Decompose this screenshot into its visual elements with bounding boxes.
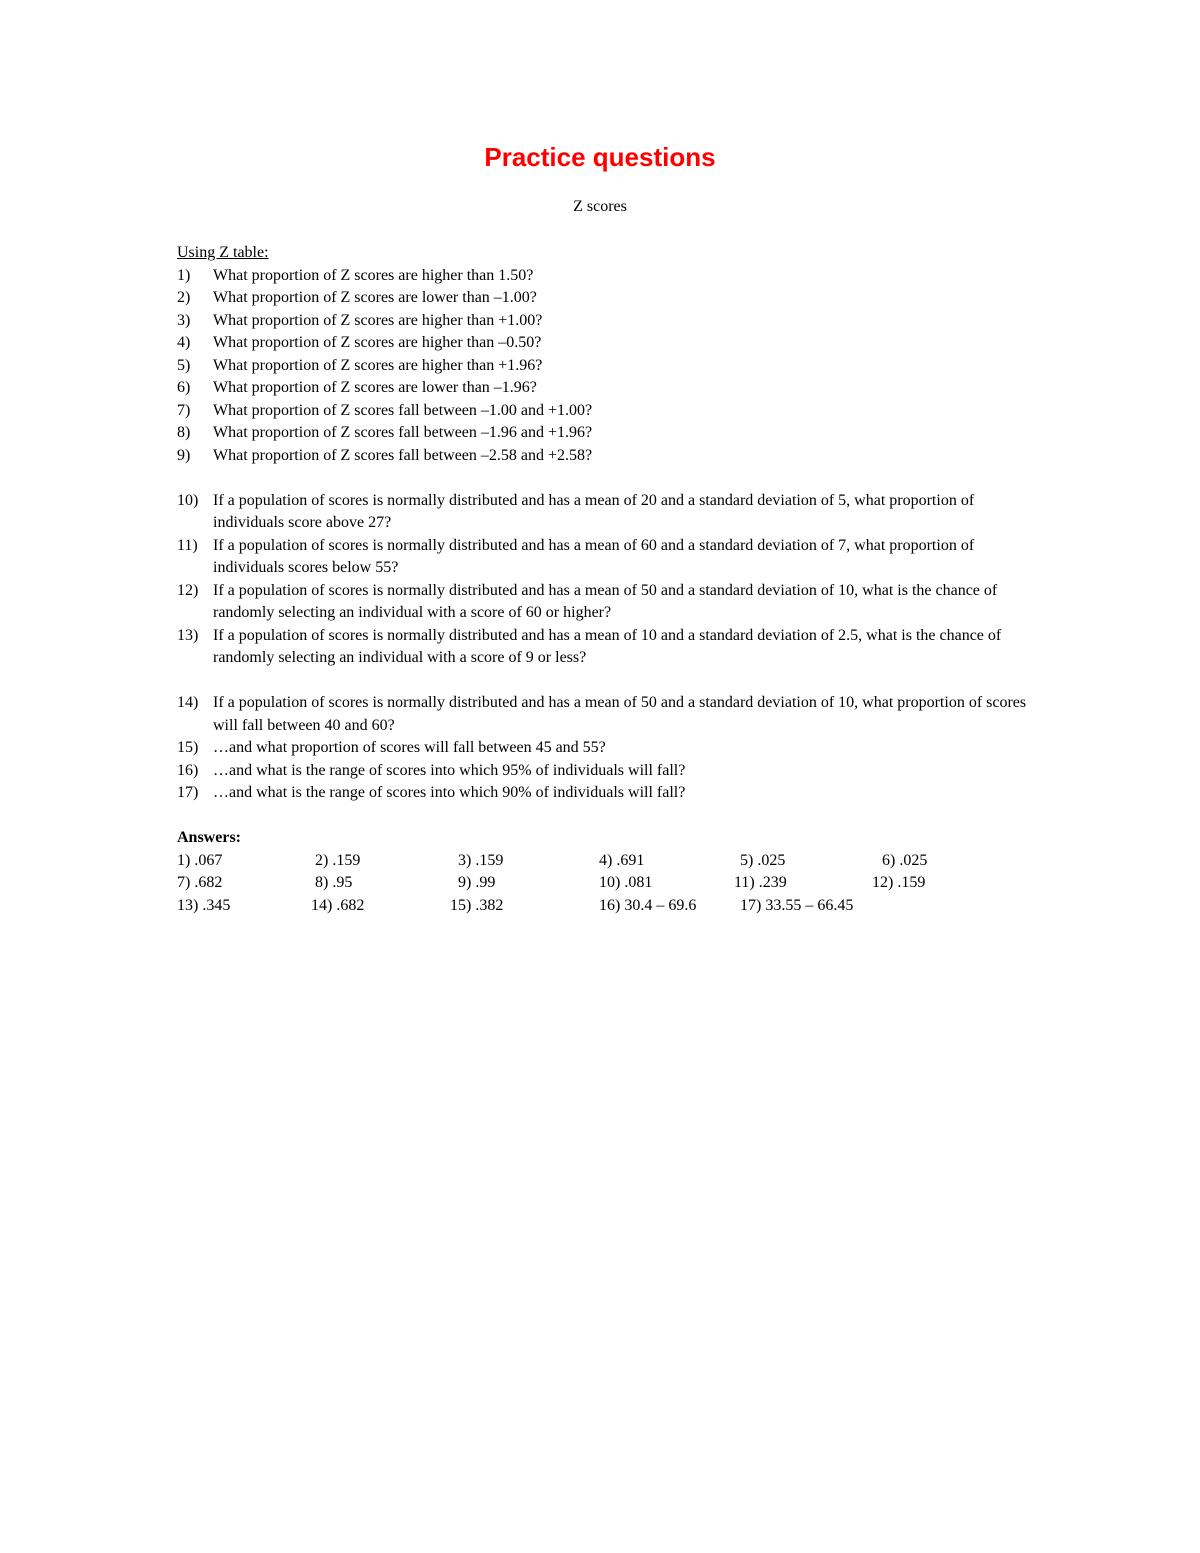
answers-row bbox=[177, 872, 1037, 895]
answer-item: 6) .025 bbox=[882, 851, 928, 869]
question-17 bbox=[177, 782, 1037, 805]
question-16 bbox=[177, 760, 1037, 783]
answer-item: 12) .159 bbox=[872, 874, 926, 891]
question-number: 13) bbox=[177, 626, 199, 644]
question-number: 8) bbox=[177, 424, 191, 441]
question-12 bbox=[177, 580, 1037, 625]
answer-item: 5) .025 bbox=[740, 851, 786, 869]
answer-item: 13) .345 bbox=[177, 896, 231, 914]
question-number: 11) bbox=[177, 536, 198, 554]
question-number: 12) bbox=[177, 581, 199, 599]
answer-item: 11) .239 bbox=[734, 874, 787, 891]
answer-item: 16) 30.4 – 69.6 bbox=[599, 896, 697, 914]
question-4 bbox=[177, 332, 1037, 355]
answers-heading: Answers: bbox=[177, 829, 241, 846]
answer-item: 17) 33.55 – 66.45 bbox=[740, 896, 854, 914]
question-number: 3) bbox=[177, 311, 191, 329]
question-text: If a population of scores is normally distributed and has a mean of 50 and a standard deviation of 10, what is the chance of randomly selecting an individual with a score of 60 or higher? bbox=[213, 581, 998, 621]
answer-item: 7) .682 bbox=[177, 874, 223, 891]
answer-item: 14) .682 bbox=[311, 896, 365, 914]
question-text: What proportion of Z scores are higher than +1.00? bbox=[213, 311, 543, 329]
page-title: Practice questions bbox=[484, 142, 716, 172]
answers-row bbox=[177, 850, 1037, 873]
question-text: …and what is the range of scores into which 90% of individuals will fall? bbox=[213, 784, 686, 801]
answer-item: 2) .159 bbox=[315, 851, 361, 869]
question-text: …and what is the range of scores into which 95% of individuals will fall? bbox=[213, 761, 686, 779]
question-5 bbox=[177, 355, 1037, 378]
answers-row bbox=[177, 895, 1037, 918]
question-text: What proportion of Z scores fall between –1.00 and +1.00? bbox=[213, 401, 593, 419]
question-text: If a population of scores is normally distributed and has a mean of 50 and a standard deviation of 10, what proportion of scores will fall between 40 and 60? bbox=[213, 694, 1027, 734]
question-text: What proportion of Z scores are higher than 1.50? bbox=[213, 266, 534, 284]
answer-item: 10) .081 bbox=[599, 874, 653, 891]
question-7 bbox=[177, 400, 1037, 423]
question-15 bbox=[177, 737, 1037, 760]
question-1 bbox=[177, 265, 1037, 288]
question-14 bbox=[177, 692, 1037, 737]
question-number: 10) bbox=[177, 491, 199, 509]
spacer bbox=[177, 670, 1037, 693]
question-number: 2) bbox=[177, 289, 191, 306]
answer-item: 4) .691 bbox=[599, 851, 645, 869]
question-text: What proportion of Z scores fall between –1.96 and +1.96? bbox=[213, 424, 593, 441]
question-3 bbox=[177, 310, 1037, 333]
question-number: 14) bbox=[177, 694, 199, 711]
question-text: If a population of scores is normally distributed and has a mean of 10 and a standard deviation of 2.5, what is the chance of randomly selecting an individual with a score of 9 or less? bbox=[213, 626, 1002, 666]
answer-item: 9) .99 bbox=[458, 874, 496, 891]
question-9 bbox=[177, 445, 1037, 468]
question-10 bbox=[177, 490, 1037, 535]
question-number: 5) bbox=[177, 356, 191, 374]
question-text: If a population of scores is normally distributed and has a mean of 20 and a standard deviation of 5, what proportion of individuals score above 27? bbox=[213, 491, 975, 531]
question-number: 17) bbox=[177, 784, 199, 801]
answer-item: 15) .382 bbox=[450, 896, 504, 914]
question-number: 15) bbox=[177, 739, 199, 756]
question-text: What proportion of Z scores are higher than +1.96? bbox=[213, 356, 543, 374]
answer-item: 3) .159 bbox=[458, 851, 504, 869]
question-text: What proportion of Z scores fall between –2.58 and +2.58? bbox=[213, 446, 593, 464]
page-subtitle: Z scores bbox=[573, 198, 627, 215]
question-11 bbox=[177, 535, 1037, 580]
question-text: If a population of scores is normally distributed and has a mean of 60 and a standard deviation of 7, what proportion of individuals scores below 55? bbox=[213, 536, 975, 576]
question-number: 7) bbox=[177, 401, 191, 419]
question-2 bbox=[177, 287, 1037, 310]
question-number: 6) bbox=[177, 379, 191, 396]
question-6 bbox=[177, 377, 1037, 400]
answer-item: 8) .95 bbox=[315, 874, 353, 891]
question-number: 16) bbox=[177, 761, 199, 779]
question-number: 1) bbox=[177, 266, 191, 284]
question-number: 9) bbox=[177, 446, 191, 464]
document-body bbox=[177, 242, 1037, 917]
question-text: What proportion of Z scores are lower than –1.00? bbox=[213, 289, 537, 306]
question-text: …and what proportion of scores will fall between 45 and 55? bbox=[213, 739, 606, 756]
question-number: 4) bbox=[177, 334, 191, 351]
section-label: Using Z table: bbox=[177, 244, 269, 261]
question-8 bbox=[177, 422, 1037, 445]
question-13 bbox=[177, 625, 1037, 670]
spacer bbox=[177, 467, 1037, 490]
question-text: What proportion of Z scores are lower than –1.96? bbox=[213, 379, 537, 396]
question-text: What proportion of Z scores are higher than –0.50? bbox=[213, 334, 542, 351]
answer-item: 1) .067 bbox=[177, 851, 223, 869]
spacer bbox=[177, 805, 1037, 828]
